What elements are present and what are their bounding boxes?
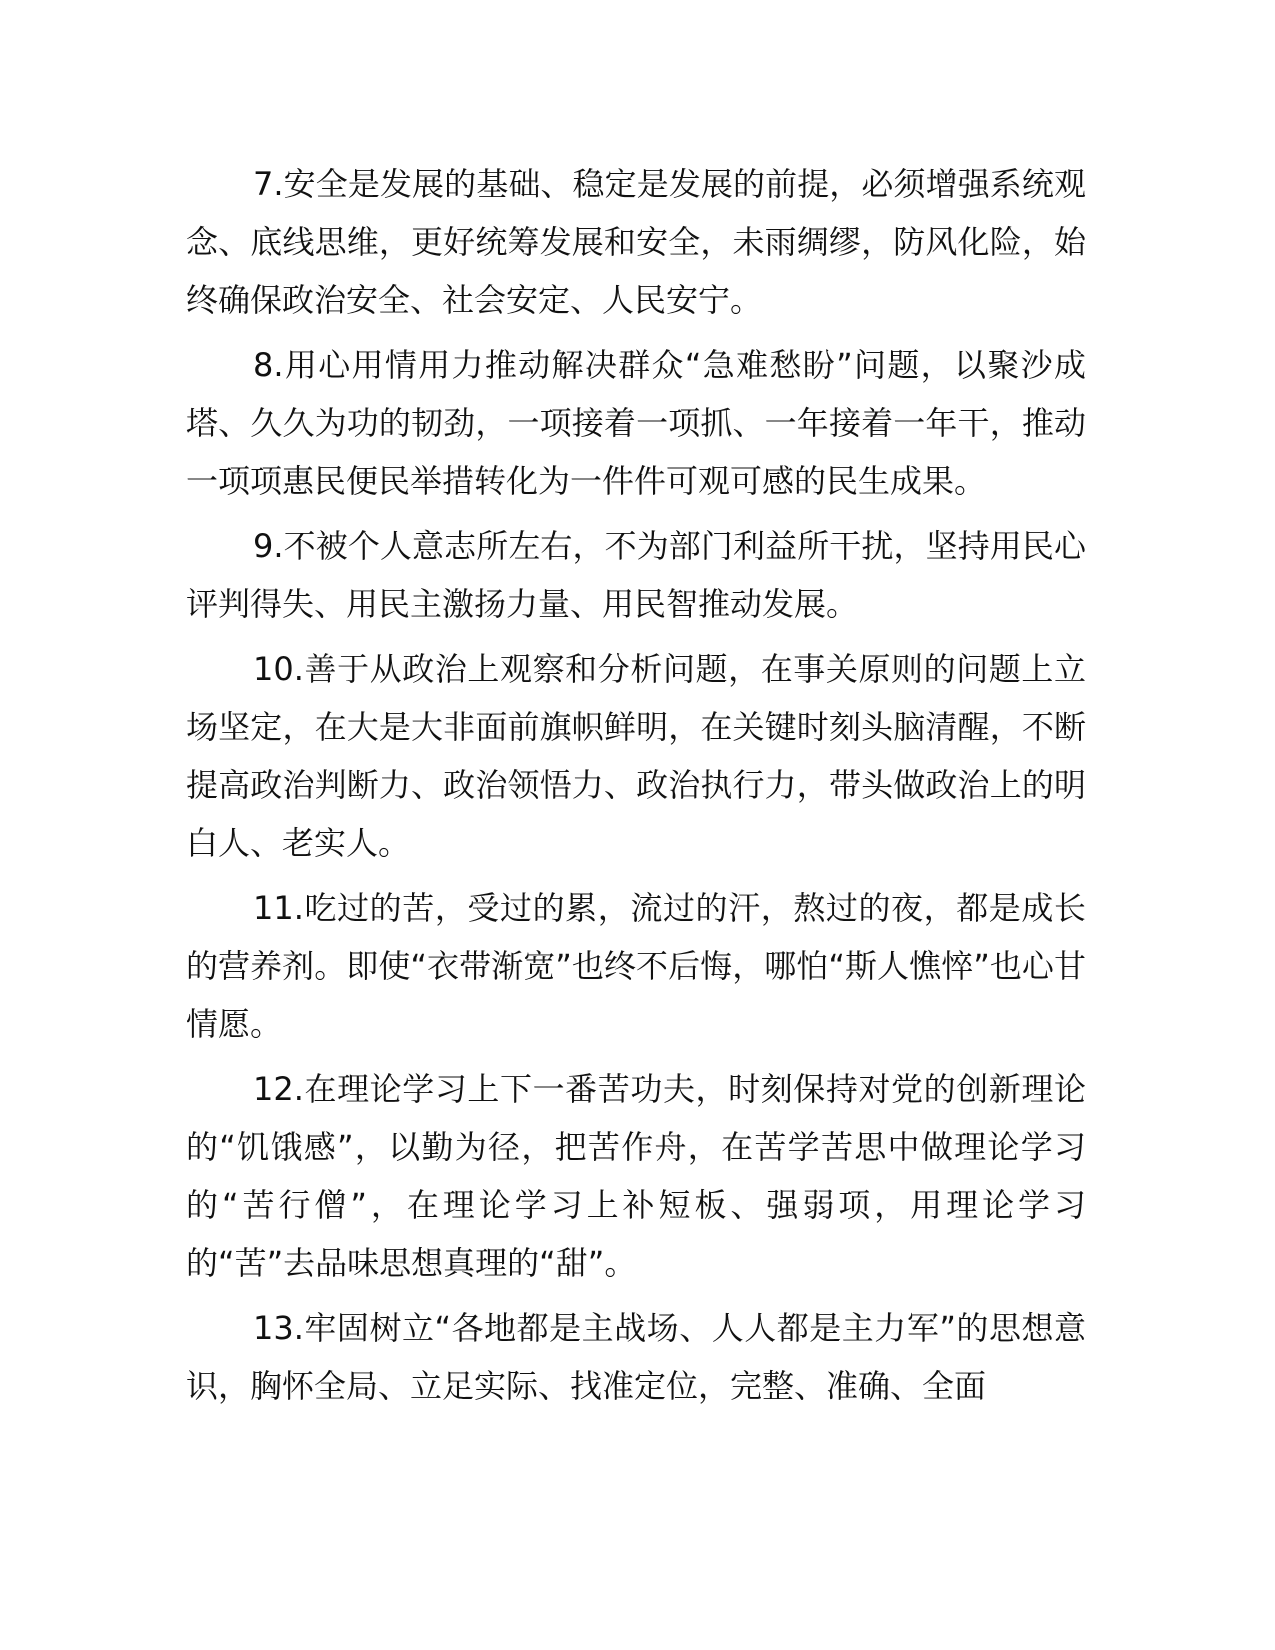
paragraph-9: 9.不被个人意志所左右，不为部门利益所干扰，坚持用民心评判得失、用民主激扬力量、用民智推动发展。 bbox=[186, 527, 1086, 623]
paragraph-7: 7.安全是发展的基础、稳定是发展的前提，必须增强系统观念、底线思维，更好统筹发展和安全，未雨绸缪，防风化险，始终确保政治安全、社会安定、人民安宁。 bbox=[186, 165, 1086, 319]
paragraph-11: 11.吃过的苦，受过的累，流过的汗，熬过的夜，都是成长的营养剂。即使“衣带渐宽”也终不后悔，哪怕“斯人憔悴”也心甘情愿。 bbox=[186, 889, 1086, 1043]
paragraph-8: 8.用心用情用力推动解决群众“急难愁盼”问题，以聚沙成塔、久久为功的韧劲，一项接着一项抓、一年接着一年干，推动一项项惠民便民举措转化为一件件可观可感的民生成果。 bbox=[186, 346, 1086, 500]
paragraph-12: 12.在理论学习上下一番苦功夫，时刻保持对党的创新理论的“饥饿感”，以勤为径，把苦作舟，在苦学苦思中做理论学习的“苦行僧”，在理论学习上补短板、强弱项，用理论学习的“苦”去品味思想真理的“甜”。 bbox=[186, 1070, 1086, 1282]
paragraph-10: 10.善于从政治上观察和分析问题，在事关原则的问题上立场坚定，在大是大非面前旗帜鲜明，在关键时刻头脑清醒，不断提高政治判断力、政治领悟力、政治执行力，带头做政治上的明白人、老实人。 bbox=[186, 650, 1086, 862]
paragraph-13: 13.牢固树立“各地都是主战场、人人都是主力军”的思想意识，胸怀全局、立足实际、找准定位，完整、准确、全面 bbox=[186, 1309, 1086, 1405]
document-body bbox=[186, 155, 1086, 1422]
